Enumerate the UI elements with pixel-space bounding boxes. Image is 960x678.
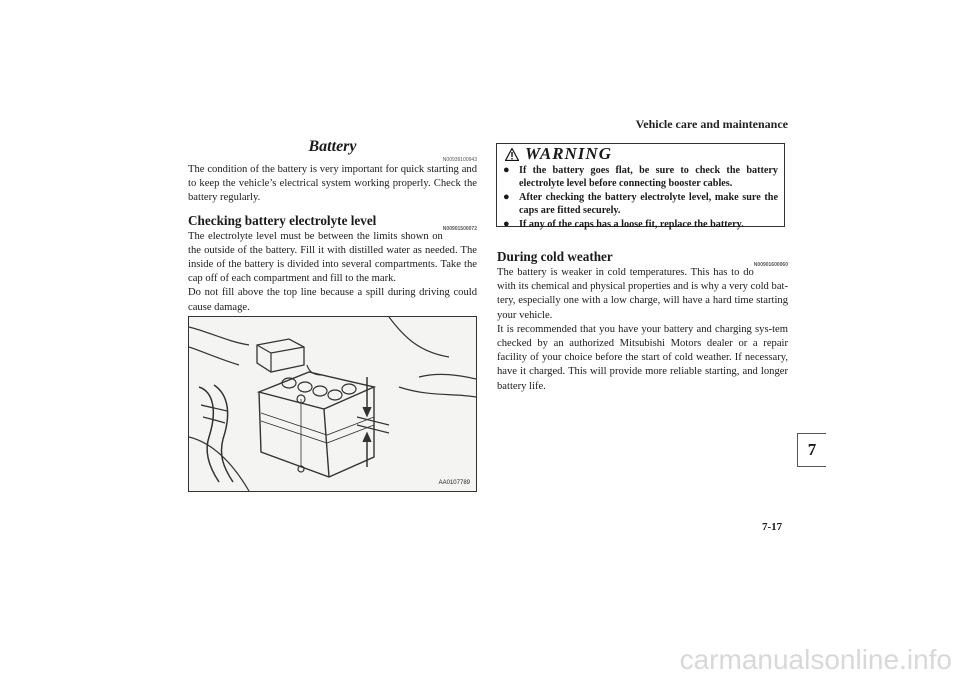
cold-para-2: It is recommended that you have your battery and charging sys-tem checked by an authorized Mitsubishi Motors dealer or a repair facility of your choice before the start of cold weather. If necessary, have it charged. This will provide more reliable starting, and longer battery life. <box>497 323 788 392</box>
cold-heading <box>497 248 788 266</box>
battery-code: N00939100943 <box>442 157 477 163</box>
warning-item-text: If any of the caps has a loose fit, replace the battery. <box>519 218 744 230</box>
watermark: carmanualsonline.info <box>679 644 952 675</box>
electrolyte-para-2: Do not fill above the top line because a spill during driving could cause damage. <box>188 287 477 313</box>
cold-heading-text: During cold weather <box>497 249 613 264</box>
electrolyte-para-1: The electrolyte level must be between the limits shown on the outside of the battery. Fill it with distilled water as needed. The inside of the battery is divided into several compartments. Take the cap off of each compartment and fill to the mark. <box>188 230 477 285</box>
bullet-icon: ● <box>503 164 510 176</box>
page-number: 7-17 <box>762 521 783 533</box>
warning-header <box>505 144 784 164</box>
bullet-icon: ● <box>503 217 510 230</box>
cold-para-1: The battery is weaker in cold temperatures. This has to do with its chemical and physical properties and is why a very cold bat-tery, especially one with a low charge, will have a hard time starting your vehicle. <box>497 267 788 321</box>
battery-drawing <box>189 317 476 491</box>
battery-illustration <box>188 316 477 492</box>
warning-item <box>503 218 778 231</box>
warning-triangle-icon <box>505 148 519 161</box>
left-column <box>188 138 477 315</box>
warning-item-text: After checking the battery electrolyte level, make sure the caps are fitted securely. <box>519 191 778 217</box>
electrolyte-heading-text: Checking battery electrolyte level <box>188 212 377 228</box>
chapter-tab: 7 <box>797 433 826 467</box>
bullet-icon: ● <box>503 190 510 203</box>
warning-item-text: If the battery goes flat, be sure to check the battery electrolyte level before connecting booster cables. <box>519 165 778 190</box>
electrolyte-code: N00901500072 <box>442 225 477 232</box>
warning-item <box>503 191 778 218</box>
battery-title: Battery <box>308 138 357 155</box>
cold-code: N00901600060 <box>753 262 788 268</box>
warning-list <box>497 164 784 231</box>
cold-weather-section <box>497 242 788 394</box>
running-header: Vehicle care and maintenance <box>635 117 788 131</box>
warning-item <box>503 164 778 191</box>
electrolyte-heading <box>188 212 477 230</box>
warning-box <box>496 143 785 230</box>
figure-label: AA0107789 <box>438 480 470 486</box>
battery-intro: The condition of the battery is very important for quick starting and to keep the vehicle’s electrical system working properly. Check the battery regularly. <box>188 164 477 204</box>
warning-title: WARNING <box>525 144 612 163</box>
